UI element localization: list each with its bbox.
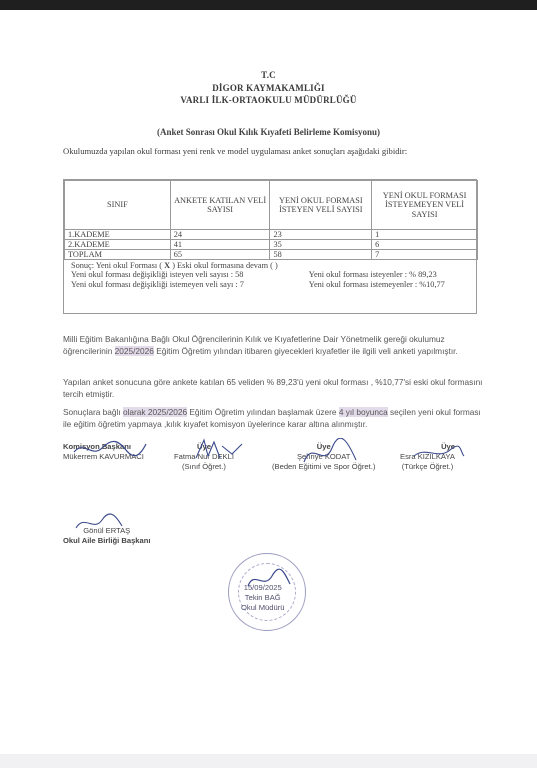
document-page xyxy=(0,10,537,754)
document-subtitle: (Anket Sonrası Okul Kılık Kıyafeti Belirleme Komisyonu) xyxy=(156,127,380,137)
paragraph-survey-result: Yapılan anket sonucuna göre ankete katılan 65 veliden % 89,23'ü yeni okul forması , %10,77'si eski okul formasını tercih etmiştir. xyxy=(63,377,483,400)
signature-title: (Türkçe Öğret.) xyxy=(401,462,454,471)
col-header-participants: ANKETE KATILAN VELİ SAYISI xyxy=(170,181,270,230)
paragraph-text: Eğitim Öğretim yılından başlamak üzere xyxy=(187,407,339,417)
stat-not-want-percent: Yeni okul forması istemeyenler : %10,77 xyxy=(308,279,445,289)
table-cell: 35 xyxy=(270,240,372,250)
col-header-want-new: YENİ OKUL FORMASI İSTEYEN VELİ SAYISI xyxy=(270,181,372,230)
paragraph-text: Eğitim Öğretim yılından itibaren giyecekleri kıyafetler ile ilgili veli anketi yapılmıştır. xyxy=(153,346,458,357)
signature-scribble-icon xyxy=(298,438,362,468)
signature-title: Okul Aile Birliği Başkanı xyxy=(63,536,151,545)
paragraph-regulation xyxy=(63,333,483,358)
table-cell: 6 xyxy=(372,240,478,250)
signature-name: Mükerrem KAVURMACI xyxy=(63,452,144,461)
highlight-year: 2025/2026 xyxy=(114,346,154,357)
survey-summary xyxy=(64,260,476,290)
header-line-school: VARLI İLK-ORTAOKULU MÜDÜRLÜĞÜ xyxy=(180,95,357,105)
table-cell: 24 xyxy=(170,230,270,240)
signature-role: Üye xyxy=(441,442,456,451)
signature-scribble-icon xyxy=(192,436,248,464)
table-row-total xyxy=(65,250,478,260)
stat-line-2 xyxy=(71,280,469,289)
table-cell: 65 xyxy=(170,250,270,260)
highlight-year: olarak 2025/2026 xyxy=(122,407,188,417)
signature-role: Üye xyxy=(197,442,211,451)
table-cell: 7 xyxy=(372,250,478,260)
result-label: Sonuç: Yeni okul Forması ( xyxy=(71,261,163,270)
table-cell: 1 xyxy=(372,230,478,240)
col-header-class: SINIF xyxy=(65,181,171,230)
signature-date: 15/09/2025 xyxy=(243,583,282,592)
signature-scribble-icon xyxy=(70,434,150,462)
signature-name: Esra KIZILKAYA xyxy=(400,452,456,461)
survey-results-box xyxy=(63,179,477,314)
signature-principal xyxy=(241,583,284,613)
col-header-not-want-new: YENİ OKUL FORMASI İSTEYEMEYEN VELİ SAYISI xyxy=(372,181,478,230)
table-cell: 23 xyxy=(270,230,372,240)
signature-title: Okul Müdürü xyxy=(241,603,285,612)
intro-text: Okulumuzda yapılan okul forması yeni renk ve model uygulaması anket sonuçları aşağıdaki gibidir: xyxy=(63,146,408,156)
signature-name: Şehriye KODAT xyxy=(296,452,351,461)
table-cell: 41 xyxy=(170,240,270,250)
signature-name: Gönül ERTAŞ xyxy=(83,526,131,535)
signature-name: Tekin BAĞ xyxy=(244,593,281,602)
result-mark: X xyxy=(164,261,171,270)
table-header-row xyxy=(65,181,478,230)
header-line-district: DİGOR KAYMAKAMLIĞI xyxy=(212,83,325,93)
signature-title: (Sınıf Öğret.) xyxy=(182,462,226,471)
header-line-tc: T.C xyxy=(261,70,276,80)
signature-role: Komisyon Başkanı xyxy=(63,442,131,451)
top-dark-bar xyxy=(0,0,537,10)
survey-table xyxy=(64,180,478,260)
signature-scribble-icon xyxy=(410,442,466,462)
stat-want-percent: Yeni okul forması isteyenler : % 89,23 xyxy=(308,270,437,280)
paragraph-text: Milli Eğitim Bakanlığına Bağlı Okul Öğrencilerinin Kılık ve Kıyafetlerine Dair Yönetmelik gereği okulumuz öğrencilerinin xyxy=(63,334,445,357)
signature-title: (Beden Eğitimi ve Spor Öğret.) xyxy=(272,462,376,471)
stat-not-want-count: Yeni okul forması değişikliği istemeyen veli sayı : 7 xyxy=(71,279,244,289)
signature-role: Üye xyxy=(316,442,331,451)
table-cell: 1.KADEME xyxy=(65,230,171,240)
stat-line-1 xyxy=(71,270,469,279)
signature-parent-association xyxy=(63,526,151,546)
signature-name: Fatma Nur DEKLİ xyxy=(174,452,234,461)
table-cell: 2.KADEME xyxy=(65,240,171,250)
result-rest: ) Eski okul formasına devam ( ) xyxy=(172,261,278,270)
table-row xyxy=(65,240,478,250)
table-cell: TOPLAM xyxy=(65,250,171,260)
highlight-duration: 4 yıl boyunca xyxy=(338,407,388,417)
bottom-bar xyxy=(0,754,537,768)
table-cell: 58 xyxy=(270,250,372,260)
paragraph-text: Sonuçlara bağlı xyxy=(63,407,123,417)
stat-want-count: Yeni okul forması değişikliği isteyen veli sayısı : 58 xyxy=(71,270,244,280)
paragraph-decision xyxy=(63,406,483,431)
result-line xyxy=(71,261,469,270)
paragraph-text: seçilen yeni okul forması ile eğitim öğretim yapmaya ,kılık kıyafet komisyon üyelerince karar altına alınmıştır. xyxy=(63,407,481,430)
table-row xyxy=(65,230,478,240)
